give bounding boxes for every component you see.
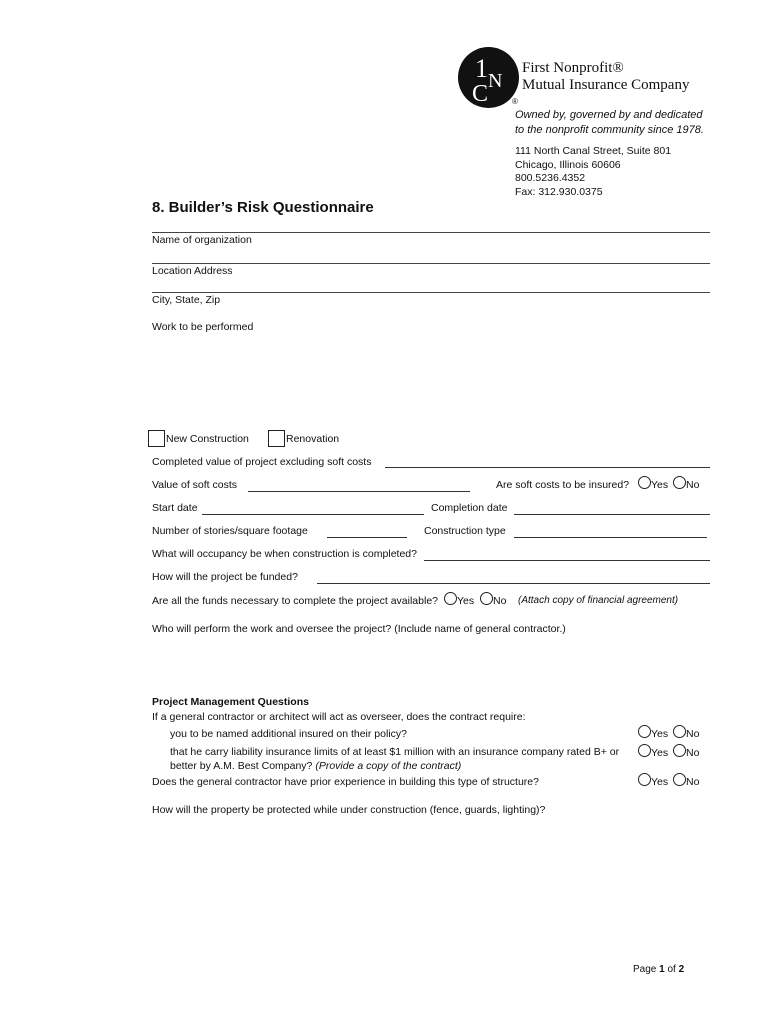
stories-footage-label: Number of stories/square footage [152,525,308,537]
funds-yes-label: Yes [457,595,475,607]
phone-number: 800.5236.4352 [515,172,586,184]
rule-location [152,263,710,264]
pm-q3-no-label: No [686,776,700,788]
new-construction-label: New Construction [166,433,249,445]
pm-q3-yes-radio[interactable] [638,773,651,786]
start-date-field[interactable] [202,514,424,515]
page-current: 1 [659,964,665,975]
who-performs-label: Who will perform the work and oversee the project? (Include name of general contractor.) [152,623,566,635]
pm-q1-no-label: No [686,728,700,740]
logo-mark-icon [458,47,519,108]
company-name-line1: First Nonprofit® [522,60,624,76]
construction-type-label: Construction type [424,525,506,537]
svg-text:C: C [472,81,489,107]
pm-q1-yes-radio[interactable] [638,725,651,738]
page-word: Page [633,964,657,975]
pm-q2-provide-note: (Provide a copy of the contract) [315,760,462,772]
pm-heading: Project Management Questions [152,696,309,708]
pm-q4-label: How will the property be protected while under construction (fence, guards, lighting)? [152,804,546,816]
completion-date-field[interactable] [514,514,710,515]
pm-q3-label: Does the general contractor have prior experience in building this type of structure? [152,776,539,788]
of-word: of [667,964,676,975]
completed-value-label: Completed value of project excluding soft costs [152,456,372,468]
occupancy-label: What will occupancy be when construction is completed? [152,548,417,560]
address-line1: 111 North Canal Street, Suite 801 [515,145,672,157]
company-name-line2: Mutual Insurance Company [522,77,690,93]
svg-text:1: 1 [475,54,488,83]
tagline-line1: Owned by, governed by and dedicated [515,109,703,121]
renovation-checkbox[interactable] [268,430,285,447]
funded-label: How will the project be funded? [152,571,298,583]
pm-q3-yes-label: Yes [651,776,669,788]
form-title: 8. Builder’s Risk Questionnaire [152,199,374,216]
pm-q2-yes-label: Yes [651,747,669,759]
stories-footage-field[interactable] [327,537,407,538]
completion-date-label: Completion date [431,502,508,514]
company-logo [458,47,519,108]
new-construction-checkbox[interactable] [148,430,165,447]
construction-type-field[interactable] [514,537,707,538]
soft-costs-no-radio[interactable] [673,476,686,489]
logo-registered-mark: ® [512,97,518,106]
pm-q2-line2 [170,760,461,772]
occupancy-field[interactable] [424,560,710,561]
pm-q2-line2-text: better by A.M. Best Company? [170,760,313,772]
start-date-label: Start date [152,502,198,514]
pm-q3-no-radio[interactable] [673,773,686,786]
soft-costs-no-label: No [686,479,700,491]
pm-q1-no-radio[interactable] [673,725,686,738]
soft-costs-yes-label: Yes [651,479,669,491]
org-name-label: Name of organization [152,234,252,246]
fax-number: Fax: 312.930.0375 [515,186,603,198]
tagline-line2: to the nonprofit community since 1978. [515,124,704,136]
address-line2: Chicago, Illinois 60606 [515,159,621,171]
completed-value-field[interactable] [385,467,710,468]
funded-field[interactable] [317,583,710,584]
pm-q2-yes-radio[interactable] [638,744,651,757]
location-address-label: Location Address [152,265,233,277]
pm-q2-no-radio[interactable] [673,744,686,757]
soft-costs-label: Value of soft costs [152,479,238,491]
renovation-label: Renovation [286,433,340,445]
soft-costs-insured-label: Are soft costs to be insured? [496,479,630,491]
funds-yes-radio[interactable] [444,592,457,605]
rule-org [152,232,710,233]
svg-text:N: N [488,70,503,92]
pm-intro: If a general contractor or architect will act as overseer, does the contract require: [152,711,526,723]
funds-no-radio[interactable] [480,592,493,605]
funds-available-label: Are all the funds necessary to complete the project available? [152,595,438,607]
rule-city [152,292,710,293]
pm-q2-line1: that he carry liability insurance limits of at least $1 million with an insurance company rated B+ or [170,746,620,758]
soft-costs-field[interactable] [248,491,470,492]
work-performed-label: Work to be performed [152,321,254,333]
soft-costs-yes-radio[interactable] [638,476,651,489]
attach-note: (Attach copy of financial agreement) [518,595,679,606]
pm-q2-no-label: No [686,747,700,759]
page-total: 2 [678,964,685,975]
page-number [633,964,684,975]
pm-q1-yes-label: Yes [651,728,669,740]
pm-q1-label: you to be named additional insured on their policy? [170,728,407,740]
city-state-zip-label: City, State, Zip [152,294,221,306]
funds-no-label: No [493,595,507,607]
